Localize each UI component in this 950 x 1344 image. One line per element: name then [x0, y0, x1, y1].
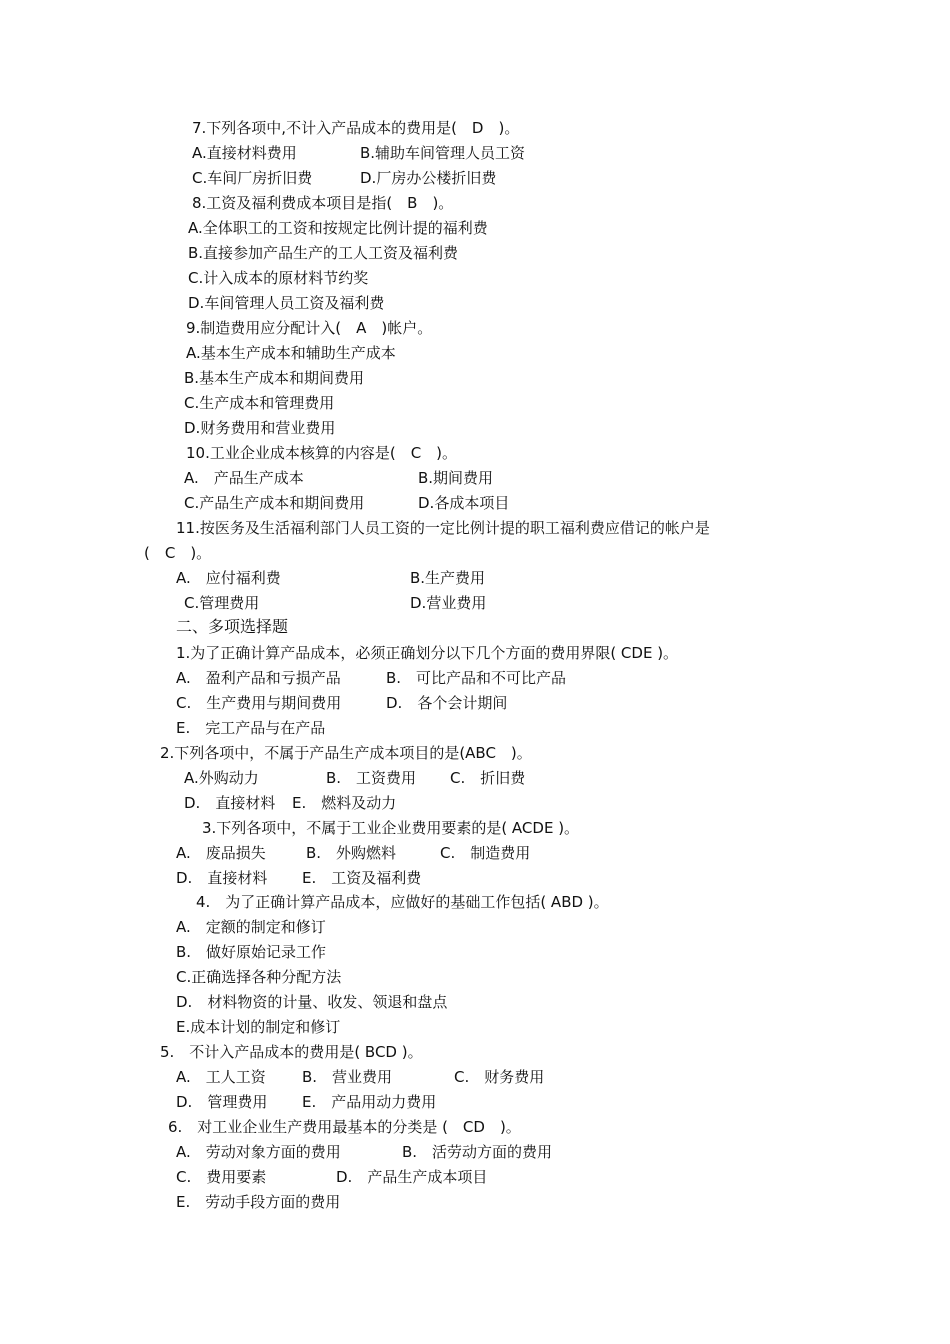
q11-option-d: D.营业费用 — [410, 594, 487, 612]
m4-option-c: C.正确选择各种分配方法 — [176, 968, 342, 986]
m4-option-b: B. 做好原始记录工作 — [176, 943, 327, 961]
m2-option-d: D. 直接材料 — [184, 794, 276, 812]
m5-option-c: C. 财务费用 — [454, 1068, 545, 1086]
m5-stem: 5. 不计入产品成本的费用是( BCD )。 — [160, 1043, 423, 1061]
q7-stem: 7.下列各项中,不计入产品成本的费用是( D )。 — [192, 119, 520, 137]
m3-option-d: D. 直接材料 — [176, 869, 268, 887]
m2-option-a: A.外购动力 — [184, 769, 259, 787]
q7-option-b: B.辅助车间管理人员工资 — [360, 144, 526, 162]
m2-option-c: C. 折旧费 — [450, 769, 526, 787]
q10-option-a: A. 产品生产成本 — [184, 469, 304, 487]
q8-option-c: C.计入成本的原材料节约奖 — [188, 269, 369, 287]
m1-option-c: C. 生产费用与期间费用 — [176, 694, 342, 712]
q7-option-c: C.车间厂房折旧费 — [192, 169, 313, 187]
m5-option-d: D. 管理费用 — [176, 1093, 268, 1111]
m1-stem: 1.为了正确计算产品成本，必须正确划分以下几个方面的费用界限( CDE )。 — [176, 644, 679, 662]
q8-option-d: D.车间管理人员工资及福利费 — [188, 294, 385, 312]
m5-option-b: B. 营业费用 — [302, 1068, 393, 1086]
m1-option-a: A. 盈利产品和亏损产品 — [176, 669, 341, 687]
m6-option-a: A. 劳动对象方面的费用 — [176, 1143, 341, 1161]
m6-stem: 6. 对工业企业生产费用最基本的分类是 ( CD )。 — [168, 1118, 521, 1136]
m6-option-b: B. 活劳动方面的费用 — [402, 1143, 553, 1161]
q9-option-a: A.基本生产成本和辅助生产成本 — [186, 344, 396, 362]
q11-option-a: A. 应付福利费 — [176, 569, 281, 587]
m2-stem: 2.下列各项中，不属于产品生产成本项目的是(ABC )。 — [160, 744, 532, 762]
m4-option-d: D. 材料物资的计量、收发、领退和盘点 — [176, 993, 448, 1011]
m2-option-e: E. 燃料及动力 — [292, 794, 397, 812]
m3-option-c: C. 制造费用 — [440, 844, 531, 862]
q8-stem: 8.工资及福利费成本项目是指( B )。 — [192, 194, 454, 212]
q11-stem-line1: 11.按医务及生活福利部门人员工资的一定比例计提的职工福利费应借记的帐户是 — [176, 519, 710, 537]
m2-option-b: B. 工资费用 — [326, 769, 417, 787]
q10-option-d: D.各成本项目 — [418, 494, 510, 512]
q10-option-b: B.期间费用 — [418, 469, 494, 487]
q9-option-c: C.生产成本和管理费用 — [184, 394, 335, 412]
m3-option-e: E. 工资及福利费 — [302, 869, 422, 887]
m5-option-e: E. 产品用动力费用 — [302, 1093, 437, 1111]
section-heading-multiple-choice: 二、多项选择题 — [176, 617, 289, 636]
m1-option-e: E. 完工产品与在产品 — [176, 719, 326, 737]
q8-option-a: A.全体职工的工资和按规定比例计提的福利费 — [188, 219, 488, 237]
q9-option-b: B.基本生产成本和期间费用 — [184, 369, 365, 387]
q7-option-d: D.厂房办公楼折旧费 — [360, 169, 497, 187]
q11-option-b: B.生产费用 — [410, 569, 486, 587]
m5-option-a: A. 工人工资 — [176, 1068, 266, 1086]
m6-option-d: D. 产品生产成本项目 — [336, 1168, 488, 1186]
m6-option-e: E. 劳动手段方面的费用 — [176, 1193, 341, 1211]
m3-option-a: A. 废品损失 — [176, 844, 266, 862]
q10-stem: 10.工业企业成本核算的内容是( C )。 — [186, 444, 458, 462]
m4-option-e: E.成本计划的制定和修订 — [176, 1018, 341, 1036]
q11-option-c: C.管理费用 — [184, 594, 260, 612]
m4-stem: 4. 为了正确计算产品成本，应做好的基础工作包括( ABD )。 — [196, 893, 609, 911]
m1-option-b: B. 可比产品和不可比产品 — [386, 669, 567, 687]
q10-option-c: C.产品生产成本和期间费用 — [184, 494, 365, 512]
q11-stem-line2: ( C )。 — [144, 544, 212, 562]
q8-option-b: B.直接参加产品生产的工人工资及福利费 — [188, 244, 459, 262]
m1-option-d: D. 各个会计期间 — [386, 694, 508, 712]
q7-option-a: A.直接材料费用 — [192, 144, 297, 162]
m3-option-b: B. 外购燃料 — [306, 844, 397, 862]
m6-option-c: C. 费用要素 — [176, 1168, 267, 1186]
m3-stem: 3.下列各项中，不属于工业企业费用要素的是( ACDE )。 — [202, 819, 580, 837]
m4-option-a: A. 定额的制定和修订 — [176, 918, 326, 936]
q9-stem: 9.制造费用应分配计入( A )帐户。 — [186, 319, 433, 337]
q9-option-d: D.财务费用和营业费用 — [184, 419, 336, 437]
